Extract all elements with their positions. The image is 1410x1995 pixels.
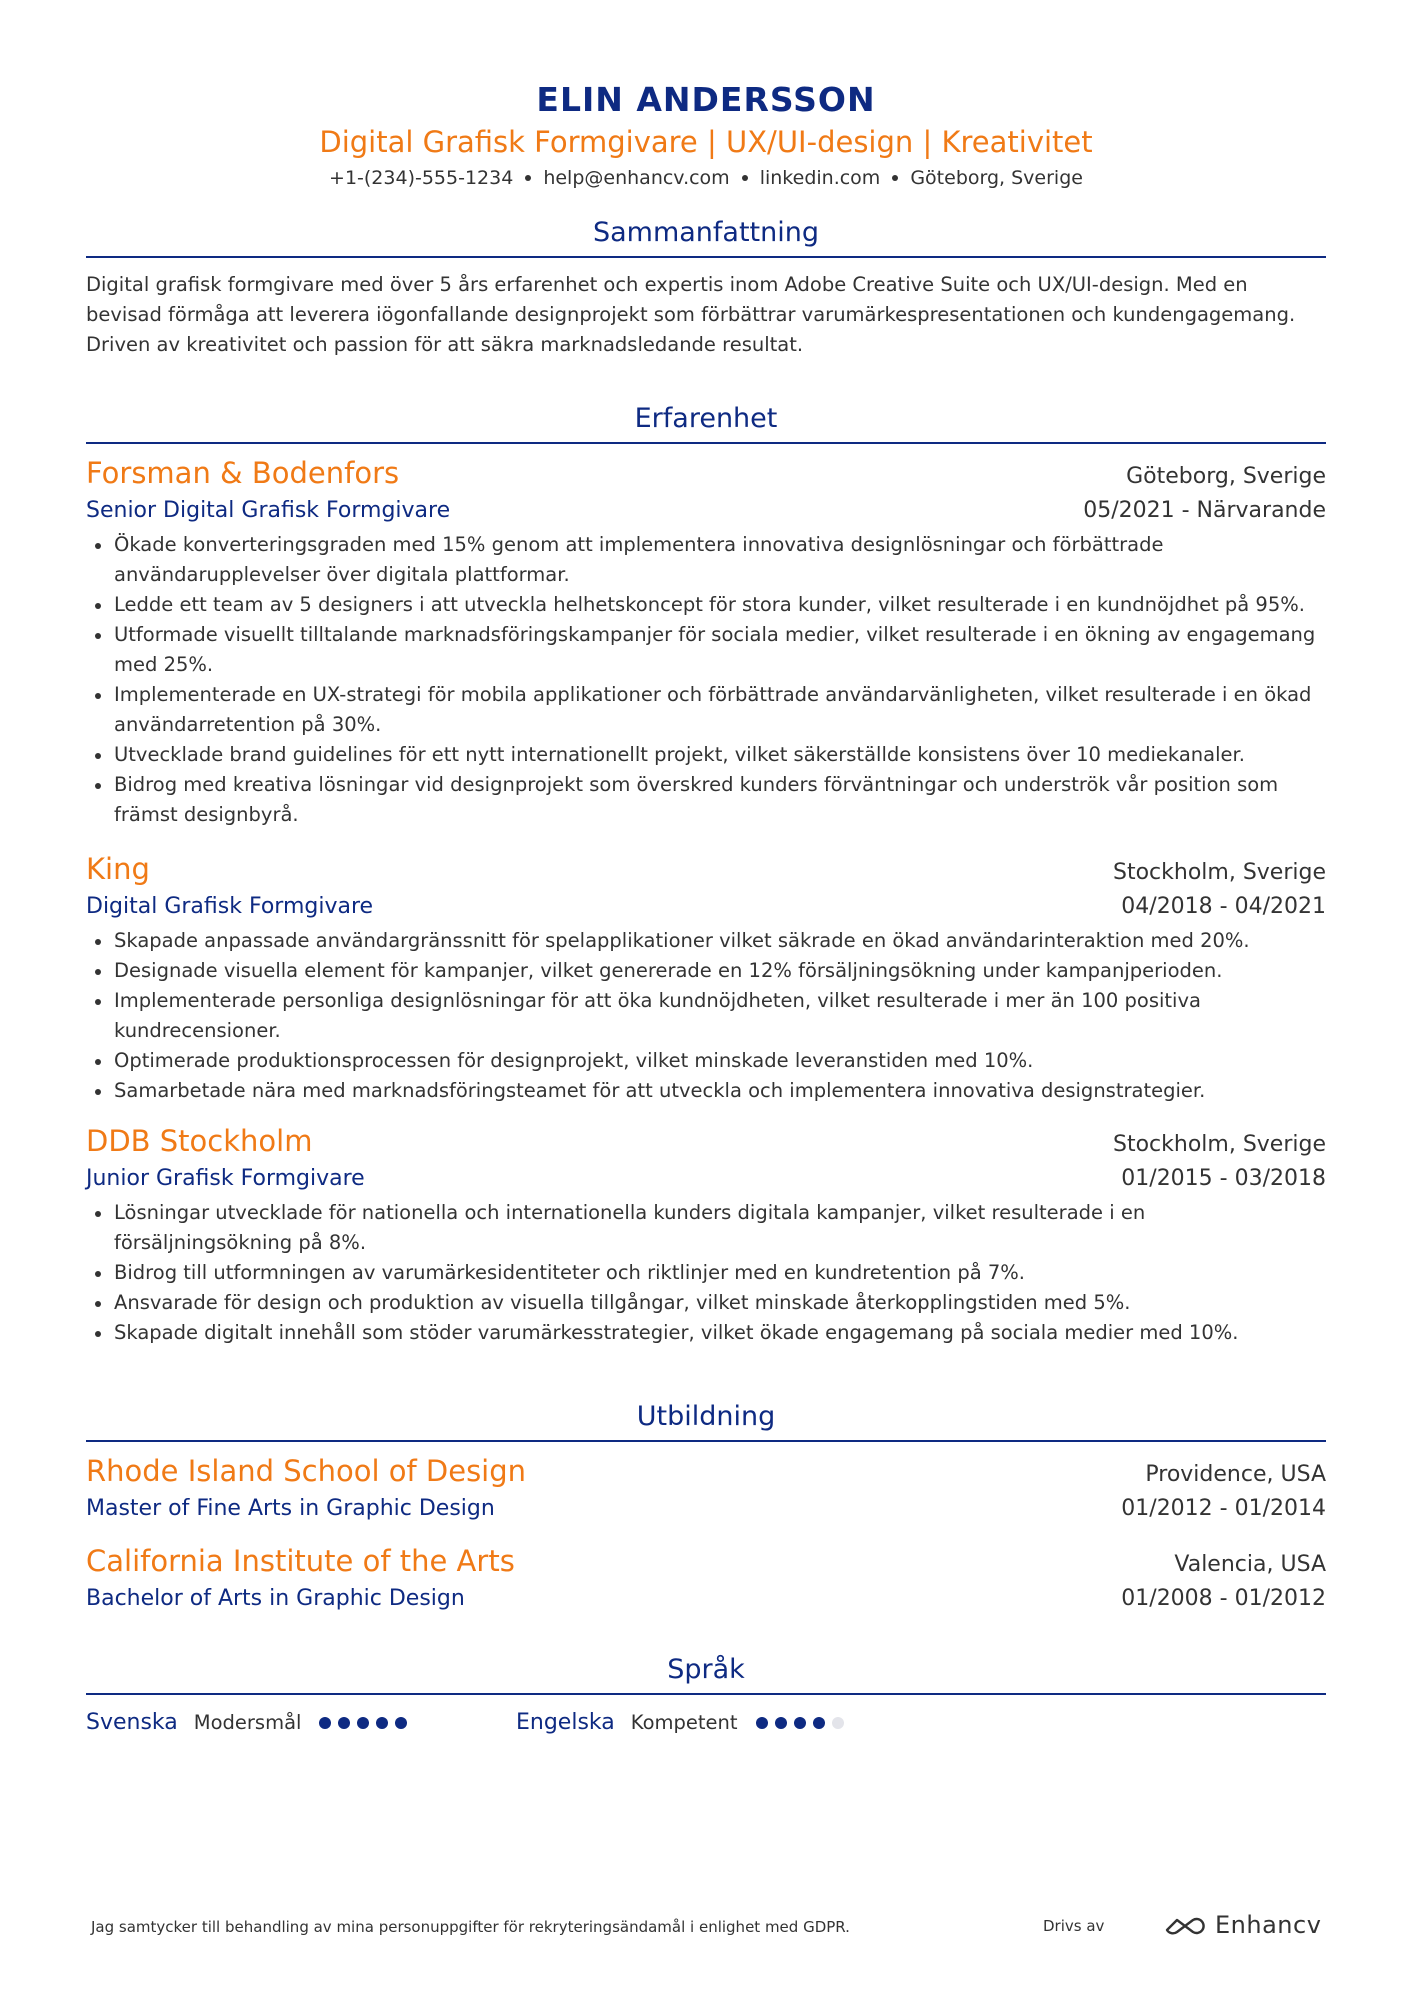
company-name: King [86,852,150,886]
section-title-education: Utbildning [636,1401,776,1432]
rating-dot-filled [794,1717,806,1729]
rating-dot-filled [357,1717,369,1729]
rating-dot-filled [376,1717,388,1729]
school-name: California Institute of the Arts [86,1544,515,1578]
job-header-row [86,454,1326,494]
language-item [516,1707,916,1739]
education-header-row [86,1542,1326,1582]
job-dates: 04/2018 - 04/2021 [1121,894,1326,919]
job-role-row [86,1162,1326,1196]
rating-dot-filled [319,1717,331,1729]
education-degree-row [86,1492,1326,1526]
achievement-item: Bidrog med kreativa lösningar vid designprojekt som överskred kunders förväntningar och underströk vår position som främst designbyrå. [86,770,1326,830]
section-divider [86,442,1326,444]
summary-text: Digital grafisk formgivare med över 5 års erfarenhet och expertis inom Adobe Creative Suite och UX/UI-design. Med en bevisad förmåga att leverera iögonfallande designprojekt som förbättrar varumärkespresentationen och kundengagemang. Driven av kreativitet och passion för att säkra marknadsledande resultat. [86,273,1296,356]
powered-by-label: Drivs av [1043,1917,1105,1935]
section-divider [86,256,1326,258]
achievement-item: Ledde ett team av 5 designers i att utveckla helhetskoncept för stora kunder, vilket resulterade i en kundnöjdhet på 95%. [86,590,1326,620]
achievement-item: Skapade digitalt innehåll som stöder varumärkesstrategier, vilket ökade engagemang på sociala medier med 10%. [86,1318,1326,1348]
job-location: Stockholm, Sverige [1113,860,1326,885]
rating-dot-filled [756,1717,768,1729]
candidate-tagline: Digital Grafisk Formgivare | UX/UI-design | Kreativitet [319,125,1093,159]
achievement-list [86,1198,1326,1348]
job-role-row [86,494,1326,528]
job-role-row [86,890,1326,924]
language-list [86,1707,1326,1739]
language-name: Engelska [516,1710,615,1735]
education-dates: 01/2012 - 01/2014 [1121,1496,1326,1521]
section-title-languages: Språk [667,1654,745,1685]
company-name: Forsman & Bodenfors [86,456,400,490]
job-title: Senior Digital Grafisk Formgivare [86,498,451,523]
section-divider [86,1693,1326,1695]
section-divider [86,1440,1326,1442]
gdpr-consent: Jag samtycker till behandling av mina personuppgifter för rekryteringsändamål i enlighet med GDPR. [91,1918,850,1936]
languages-section [86,1651,1326,1739]
rating-dot-filled [775,1717,787,1729]
job-location: Stockholm, Sverige [1113,1132,1326,1157]
education-entry [86,1452,1326,1526]
resume-header [86,78,1326,192]
education-degree-row [86,1582,1326,1616]
achievement-item: Utformade visuellt tilltalande marknadsföringskampanjer för sociala medier, vilket resulterade i en ökning av engagemang med 25%. [86,620,1326,680]
job-entry [86,850,1326,1106]
school-location: Providence, USA [1145,1462,1326,1487]
achievement-item: Optimerade produktionsprocessen för designprojekt, vilket minskade leveranstiden med 10%. [86,1046,1326,1076]
job-dates: 05/2021 - Närvarande [1083,498,1326,523]
achievement-item: Samarbetade nära med marknadsföringsteamet för att utveckla och implementera innovativa designstrategier. [86,1076,1326,1106]
contact-linkedin: linkedin.com [759,167,881,189]
education-list [86,1452,1326,1616]
language-level: Modersmål [193,1711,302,1734]
education-section [86,1398,1326,1616]
achievement-item: Implementerade personliga designlösningar för att öka kundnöjdheten, vilket resulterade i mer än 100 positiva kundrecensioner. [86,986,1326,1046]
separator-dot [892,175,898,181]
education-dates: 01/2008 - 01/2012 [1121,1586,1326,1611]
rating-dot-empty [832,1717,844,1729]
separator-dot [525,175,531,181]
degree: Master of Fine Arts in Graphic Design [86,1496,495,1521]
experience-list [86,454,1326,1348]
job-dates: 01/2015 - 03/2018 [1121,1166,1326,1191]
achievement-item: Lösningar utvecklade för nationella och internationella kunders digitala kampanjer, vilket resulterade i en försäljningsökning på 8%. [86,1198,1326,1258]
rating-dot-filled [813,1717,825,1729]
job-location: Göteborg, Sverige [1126,464,1326,489]
education-header-row [86,1452,1326,1492]
achievement-item: Skapade anpassade användargränssnitt för spelapplikationer vilket säkrade en ökad användarinteraktion med 20%. [86,926,1326,956]
achievement-item: Utvecklade brand guidelines för ett nytt internationellt projekt, vilket säkerställde konsistens över 10 mediekanaler. [86,740,1326,770]
job-title: Junior Grafisk Formgivare [86,1166,365,1191]
achievement-item: Ansvarade för design och produktion av visuella tillgångar, vilket minskade återkopplingstiden med 5%. [86,1288,1326,1318]
language-name: Svenska [86,1710,178,1735]
education-entry [86,1542,1326,1616]
contact-line [86,164,1326,192]
achievement-item: Designade visuella element för kampanjer, vilket genererade en 12% försäljningsökning under kampanjperioden. [86,956,1326,986]
contact-phone: +1-(234)-555-1234 [329,167,514,189]
enhancv-brand-name: Enhancv [1215,1911,1322,1939]
section-title-experience: Erfarenhet [634,403,778,434]
proficiency-rating [756,1717,851,1729]
achievement-list [86,926,1326,1106]
enhancv-infinity-icon [1161,1912,1209,1938]
rating-dot-filled [395,1717,407,1729]
contact-email: help@enhancv.com [543,167,730,189]
degree: Bachelor of Arts in Graphic Design [86,1586,465,1611]
language-item [86,1707,516,1739]
achievement-item: Bidrog till utformningen av varumärkesidentiteter och riktlinjer med en kundretention på 7%. [86,1258,1326,1288]
rating-dot-filled [338,1717,350,1729]
school-location: Valencia, USA [1174,1552,1326,1577]
proficiency-rating [319,1717,414,1729]
school-name: Rhode Island School of Design [86,1454,527,1488]
job-entry [86,1122,1326,1348]
summary-section [86,214,1326,360]
job-header-row [86,1122,1326,1162]
language-level: Kompetent [630,1711,738,1734]
resume-footer [91,1911,1322,1943]
section-title-summary: Sammanfattning [592,217,820,248]
job-entry [86,454,1326,830]
enhancv-logo[interactable] [1161,1911,1321,1939]
achievement-list [86,530,1326,830]
company-name: DDB Stockholm [86,1124,313,1158]
job-title: Digital Grafisk Formgivare [86,894,374,919]
candidate-name: ELIN ANDERSSON [536,80,876,119]
contact-location: Göteborg, Sverige [910,167,1083,189]
achievement-item: Ökade konverteringsgraden med 15% genom att implementera innovativa designlösningar och förbättrade användarupplevelser över digitala plattformar. [86,530,1326,590]
experience-section [86,400,1326,1348]
achievement-item: Implementerade en UX-strategi för mobila applikationer och förbättrade användarvänligheten, vilket resulterade i en ökad användarretention på 30%. [86,680,1326,740]
separator-dot [742,175,748,181]
job-header-row [86,850,1326,890]
